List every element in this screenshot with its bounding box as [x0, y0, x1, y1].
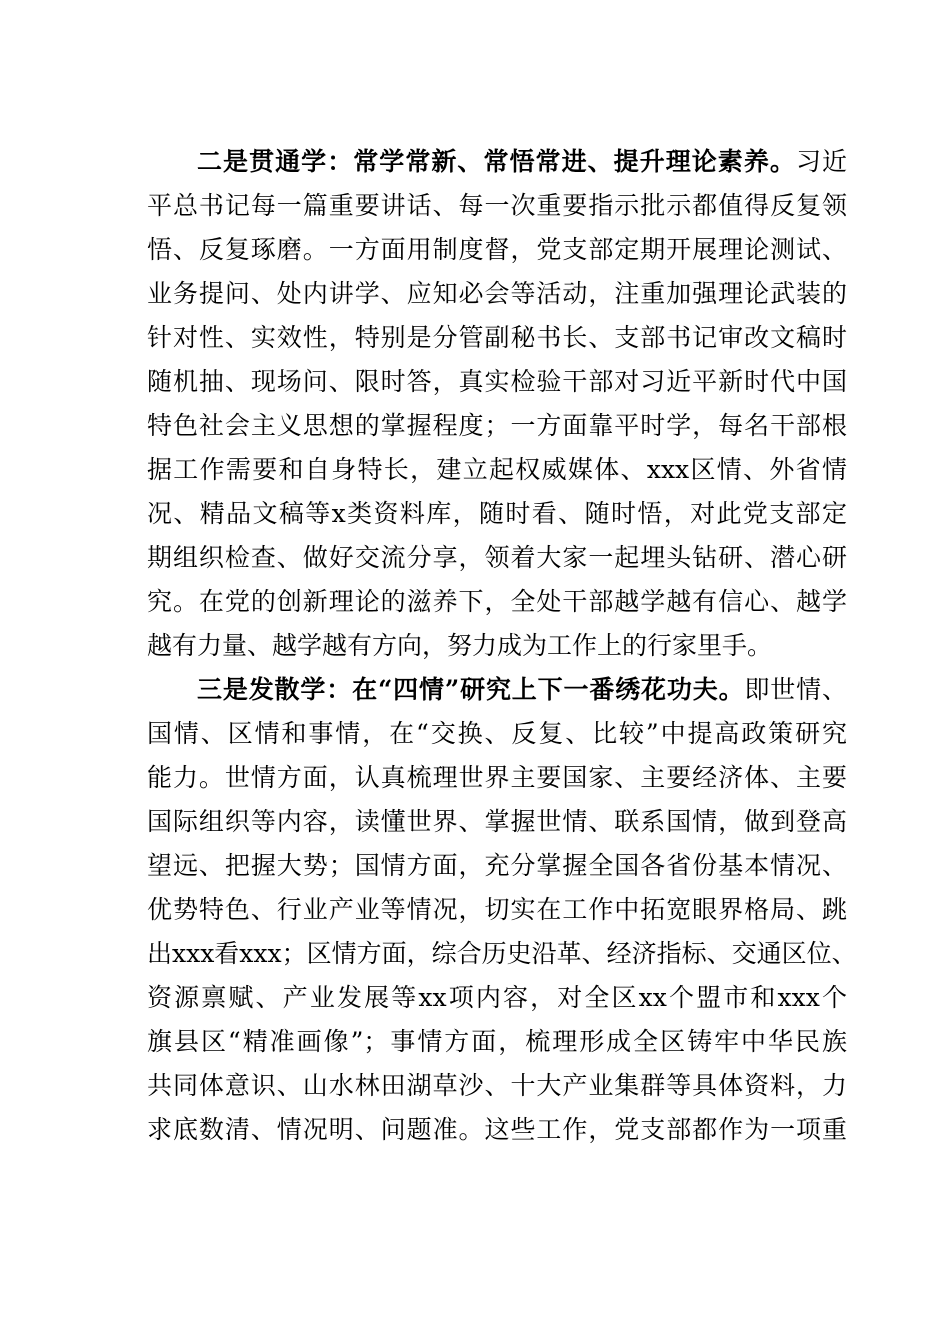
text-line: 针对性、实效性，特别是分管副秘书长、支部书记审改文稿时 — [147, 323, 847, 352]
text-line: 期组织检查、做好交流分享，领着大家一起埋头钻研、潜心研 — [147, 543, 847, 572]
text-line: 业务提问、处内讲学、应知必会等活动，注重加强理论武装的 — [147, 279, 847, 308]
paragraph-1-line-1-rest: 习近 — [795, 147, 847, 176]
text-line: 出xxx看xxx；区情方面，综合历史沿革、经济指标、交通区位、 — [147, 939, 857, 968]
text-line: 资源禀赋、产业发展等xx项内容，对全区xx个盟市和xxx个 — [147, 983, 847, 1012]
paragraph-2-line-1-rest: 即世情、 — [744, 675, 847, 704]
text-line: 越有力量、越学越有方向，努力成为工作上的行家里手。 — [147, 631, 773, 660]
paragraph-1-line-1 — [147, 140, 847, 184]
paragraph-2-line-1 — [147, 668, 847, 712]
text-line: 据工作需要和自身特长，建立起权威媒体、xxx区情、外省情 — [147, 455, 847, 484]
text-line: 特色社会主义思想的掌握程度；一方面靠平时学，每名干部根 — [147, 411, 847, 440]
text-line: 能力。世情方面，认真梳理世界主要国家、主要经济体、主要 — [147, 763, 847, 792]
text-line: 究。在党的创新理论的滋养下，全处干部越学越有信心、越学 — [147, 587, 847, 616]
text-line: 悟、反复琢磨。一方面用制度督，党支部定期开展理论测试、 — [147, 235, 847, 264]
text-line: 望远、把握大势；国情方面，充分掌握全国各省份基本情况、 — [147, 851, 847, 880]
paragraph-1-heading: 二是贯通学：常学常新、常悟常进、提升理论素养。 — [197, 147, 796, 176]
text-line: 旗县区“精准画像”；事情方面，梳理形成全区铸牢中华民族 — [147, 1027, 847, 1056]
text-line: 国际组织等内容，读懂世界、掌握世情、联系国情，做到登高 — [147, 807, 847, 836]
text-line: 共同体意识、山水林田湖草沙、十大产业集群等具体资料，力 — [147, 1071, 847, 1100]
document-body — [147, 140, 857, 1152]
text-line: 况、精品文稿等x类资料库，随时看、随时悟，对此党支部定 — [147, 499, 847, 528]
text-line: 随机抽、现场问、限时答，真实检验干部对习近平新时代中国 — [147, 367, 847, 396]
text-line: 平总书记每一篇重要讲话、每一次重要指示批示都值得反复领 — [147, 191, 847, 220]
text-line: 优势特色、行业产业等情况，切实在工作中拓宽眼界格局、跳 — [147, 895, 847, 924]
text-line: 求底数清、情况明、问题准。这些工作，党支部都作为一项重 — [147, 1115, 847, 1144]
text-line: 国情、区情和事情，在“交换、反复、比较”中提高政策研究 — [147, 719, 847, 748]
paragraph-2-heading: 三是发散学：在“四情”研究上下一番绣花功夫。 — [197, 675, 745, 704]
